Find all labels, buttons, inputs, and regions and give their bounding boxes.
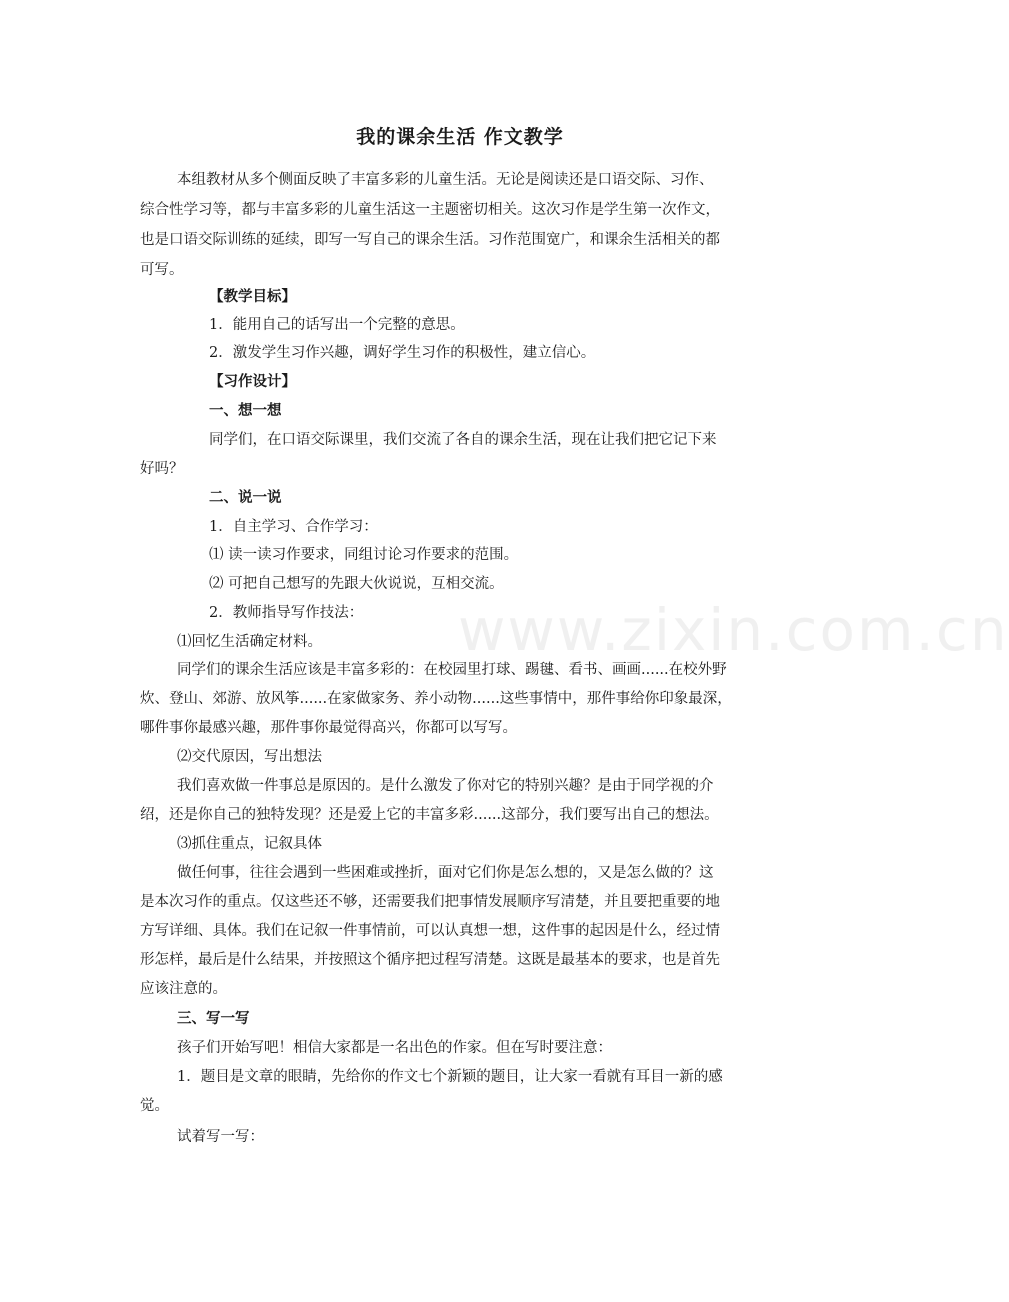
paragraph-line: 觉。 bbox=[140, 1098, 169, 1114]
paragraph-line: 是本次习作的重点。仅这些还不够，还需要我们把事情发展顺序写清楚，并且要把重要的地 bbox=[140, 894, 720, 910]
section-heading: 二、说一说 bbox=[209, 490, 282, 506]
intro-line: 可写。 bbox=[140, 262, 184, 278]
paragraph-line: 哪件事你最感兴趣，那件事你最觉得高兴，你都可以写写。 bbox=[140, 720, 517, 736]
intro-line: 也是口语交际训练的延续，即写一写自己的课余生活。习作范围宽广，和课余生活相关的都 bbox=[140, 232, 720, 248]
goals-heading: 【教学目标】 bbox=[209, 289, 296, 305]
paragraph-line: 炊、登山、郊游、放风筝......在家做家务、养小动物......这些事情中，那件事给你印象最深， bbox=[140, 691, 732, 707]
list-item: 2．教师指导写作技法： bbox=[209, 605, 364, 621]
list-subitem: ⑴ 读一读习作要求，同组讨论习作要求的范围。 bbox=[209, 547, 519, 563]
document-title: 我的课余生活 作文教学 bbox=[356, 126, 564, 148]
subsection-heading: ⑴回忆生活确定材料。 bbox=[177, 634, 322, 650]
paragraph-line: 我们喜欢做一件事总是原因的。是什么激发了你对它的特别兴趣？是由于同学视的介 bbox=[177, 778, 714, 794]
paragraph-line: 形怎样，最后是什么结果，并按照这个循序把过程写清楚。这既是最基本的要求，也是首先 bbox=[140, 952, 720, 968]
paragraph-line: 孩子们开始写吧！相信大家都是一名出色的作家。但在写时要注意： bbox=[177, 1040, 612, 1056]
watermark: www.zixin.com.cn bbox=[458, 596, 1009, 664]
section-text-line: 同学们，在口语交际课里，我们交流了各自的课余生活，现在让我们把它记下来 bbox=[209, 432, 717, 448]
paragraph-line: 同学们的课余生活应该是丰富多彩的：在校园里打球、踢毽、看书、画画......在校外野 bbox=[177, 662, 727, 678]
goal-item: 1．能用自己的话写出一个完整的意思。 bbox=[209, 317, 465, 333]
intro-line: 本组教材从多个侧面反映了丰富多彩的儿童生活。无论是阅读还是口语交际、习作、 bbox=[177, 172, 714, 188]
list-item: 1．自主学习、合作学习： bbox=[209, 519, 378, 535]
paragraph-line: 应该注意的。 bbox=[140, 981, 227, 997]
goal-item: 2．激发学生习作兴趣，调好学生习作的积极性，建立信心。 bbox=[209, 345, 596, 361]
intro-line: 综合性学习等，都与丰富多彩的儿童生活这一主题密切相关。这次习作是学生第一次作文， bbox=[140, 202, 720, 218]
section-heading: 一、想一想 bbox=[209, 403, 282, 419]
paragraph-line: 绍，还是你自己的独特发现？还是爱上它的丰富多彩......这部分，我们要写出自己的想法。 bbox=[140, 807, 719, 823]
paragraph-line: 试着写一写： bbox=[177, 1129, 264, 1145]
paragraph-line: 做任何事，往往会遇到一些困难或挫折，面对它们你是怎么想的，又是怎么做的？这 bbox=[177, 865, 714, 881]
list-subitem: ⑵ 可把自己想写的先跟大伙说说，互相交流。 bbox=[209, 576, 504, 592]
paragraph-line: 方写详细、具体。我们在记叙一件事情前，可以认真想一想，这件事的起因是什么，经过情 bbox=[140, 923, 720, 939]
subsection-heading: ⑵交代原因，写出想法 bbox=[177, 749, 322, 765]
subsection-heading: ⑶抓住重点，记叙具体 bbox=[177, 836, 322, 852]
design-heading: 【习作设计】 bbox=[209, 374, 296, 390]
section-text-line: 好吗？ bbox=[140, 461, 184, 477]
section-heading: 三、写一写 bbox=[177, 1011, 250, 1027]
paragraph-line: 1．题目是文章的眼睛，先给你的作文七个新颖的题目，让大家一看就有耳目一新的感 bbox=[177, 1069, 723, 1085]
